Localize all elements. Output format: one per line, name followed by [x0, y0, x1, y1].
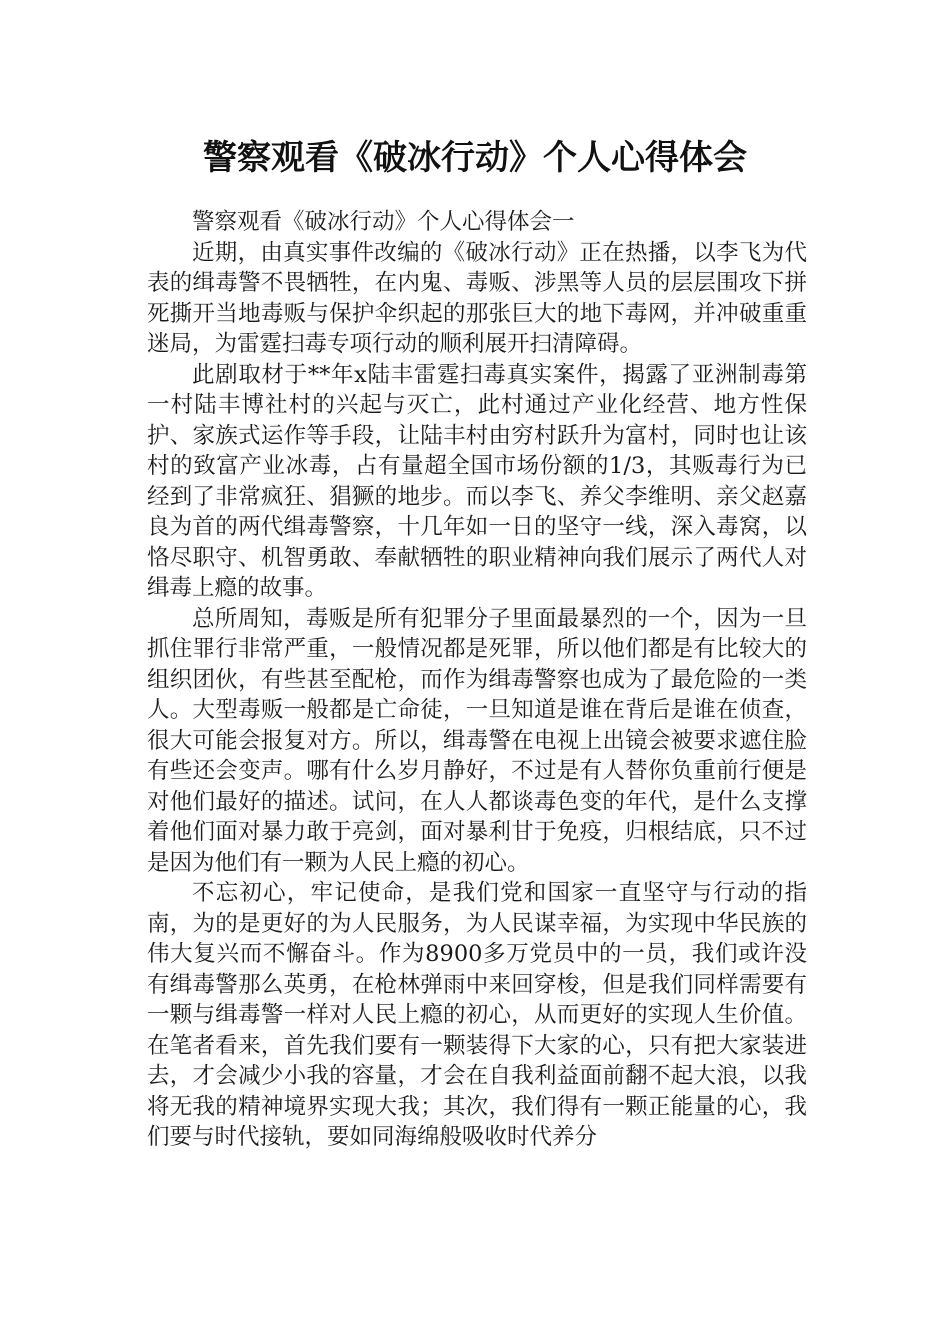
paragraph-subtitle: 警察观看《破冰行动》个人心得体会一: [192, 209, 575, 235]
document-title: 警察观看《破冰行动》个人心得体会: [203, 138, 747, 178]
paragraph: 近期，由真实事件改编的《破冰行动》正在热播，以李飞为代表的缉毒警不畏牺牲，在内鬼、毒贩、涉黑等人员的层层围攻下拼死撕开当地毒贩与保护伞织起的那张巨大的地下毒网，并冲破重重迷局，为雷霆扫毒专项行动的顺利展开扫清障碍。: [147, 239, 807, 357]
paragraph: 此剧取材于**年x陆丰雷霆扫毒真实案件，揭露了亚洲制毒第一村陆丰博社村的兴起与灭亡，此村通过产业化经营、地方性保护、家族式运作等手段，让陆丰村由穷村跃升为富村，同时也让该村的致富产业冰毒，占有量超全国市场份额的1/3，其贩毒行为已经到了非常疯狂、猖獗的地步。而以李飞、养父李维明、亲父赵嘉良为首的两代缉毒警察，十几年如一日的坚守一线，深入毒窝，以恪尽职守、机智勇敢、奉献牺牲的职业精神向我们展示了两代人对缉毒上瘾的故事。: [147, 361, 807, 601]
document-body: [147, 207, 807, 1153]
paragraph: 总所周知，毒贩是所有犯罪分子里面最暴烈的一个，因为一旦抓住罪行非常严重，一般情况都是死罪，所以他们都是有比较大的组织团伙，有些甚至配枪，而作为缉毒警察也成为了最危险的一类人。大型毒贩一般都是亡命徒，一旦知道是谁在背后是谁在侦查，很大可能会报复对方。所以，缉毒警在电视上出镜会被要求遮住脸有些还会变声。哪有什么岁月静好，不过是有人替你负重前行便是对他们最好的描述。试问，在人人都谈毒色变的年代，是什么支撑着他们面对暴力敢于亮剑，面对暴利甘于免疫，归根结底，只不过是因为他们有一颗为人民上瘾的初心。: [147, 605, 807, 876]
paragraph: 不忘初心，牢记使命，是我们党和国家一直坚守与行动的指南，为的是更好的为人民服务，为人民谋幸福，为实现中华民族的伟大复兴而不懈奋斗。作为8900多万党员中的一员，我们或许没有缉毒警那么英勇，在枪林弹雨中来回穿梭，但是我们同样需要有一颗与缉毒警一样对人民上瘾的初心，从而更好的实现人生价值。在笔者看来，首先我们要有一颗装得下大家的心，只有把大家装进去，才会减少小我的容量，才会在自我利益面前翻不起大浪，以我将无我的精神境界实现大我；其次，我们得有一颗正能量的心，我们要与时代接轨，要如同海绵般吸收时代养分: [147, 880, 807, 1150]
